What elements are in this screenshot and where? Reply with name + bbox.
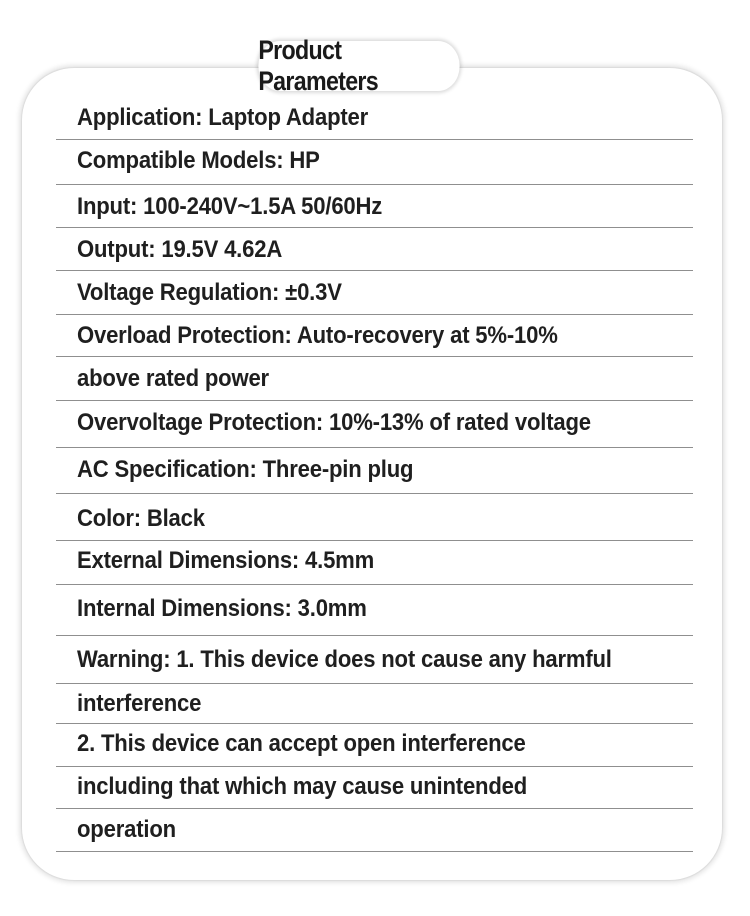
divider	[56, 635, 693, 636]
divider	[56, 314, 693, 315]
param-output: Output: 19.5V 4.62A	[77, 236, 283, 263]
param-application: Application: Laptop Adapter	[77, 104, 369, 131]
divider	[56, 851, 693, 852]
divider	[56, 184, 693, 185]
param-internal-dimensions: Internal Dimensions: 3.0mm	[77, 595, 367, 622]
divider	[56, 808, 693, 809]
param-input: Input: 100-240V~1.5A 50/60Hz	[77, 193, 383, 220]
param-compatible-models: Compatible Models: HP	[77, 147, 320, 174]
divider	[56, 723, 693, 724]
section-title: Product Parameters	[258, 41, 459, 91]
param-overload-protection-cont: above rated power	[77, 365, 269, 392]
divider	[56, 493, 693, 494]
param-warning-cont: interference	[77, 690, 202, 717]
divider	[56, 400, 693, 401]
divider	[56, 584, 693, 585]
param-warning: Warning: 1. This device does not cause any harmful	[77, 646, 612, 673]
param-overload-protection: Overload Protection: Auto-recovery at 5%-10%	[77, 322, 558, 349]
divider	[56, 227, 693, 228]
divider	[56, 540, 693, 541]
divider	[56, 766, 693, 767]
param-color: Color: Black	[77, 505, 205, 532]
divider	[56, 683, 693, 684]
param-voltage-regulation: Voltage Regulation: ±0.3V	[77, 279, 342, 306]
param-warning-2: 2. This device can accept open interference	[77, 730, 526, 757]
divider	[56, 270, 693, 271]
param-warning-2-end: operation	[77, 816, 176, 843]
param-ac-specification: AC Specification: Three-pin plug	[77, 456, 414, 483]
divider	[56, 139, 693, 140]
param-external-dimensions: External Dimensions: 4.5mm	[77, 547, 375, 574]
param-warning-2-cont: including that which may cause unintended	[77, 773, 528, 800]
divider	[56, 447, 693, 448]
param-overvoltage-protection: Overvoltage Protection: 10%-13% of rated voltage	[77, 409, 591, 436]
divider	[56, 356, 693, 357]
